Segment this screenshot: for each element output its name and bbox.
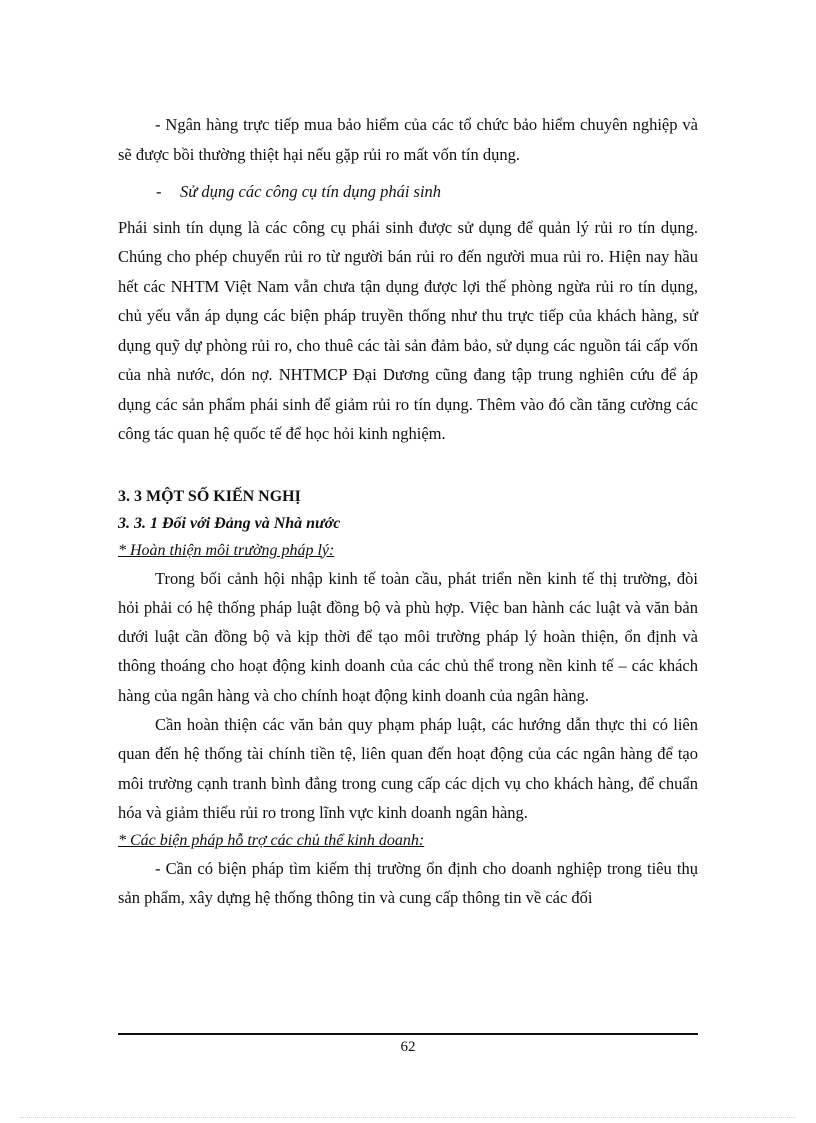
support-paragraphs bbox=[118, 854, 698, 913]
legal-paragraphs bbox=[118, 564, 698, 828]
page-number: 62 bbox=[400, 1039, 416, 1055]
paragraph-insurance: - Ngân hàng trực tiếp mua bảo hiểm của các tổ chức bảo hiểm chuyên nghiệp và sẽ được bồi thường thiệt hại nếu gặp rủi ro mất vốn tín dụng. bbox=[118, 115, 698, 164]
bullet-heading: Sử dụng các công cụ tín dụng phái sinh bbox=[180, 182, 442, 201]
heading-legal-environment: * Hoàn thiện môi trường pháp lý: bbox=[118, 541, 335, 559]
page-bottom-edge bbox=[20, 1117, 796, 1118]
footer-divider bbox=[118, 1033, 698, 1035]
bullet-dash: - bbox=[156, 182, 162, 201]
paragraph-market-support: - Cần có biện pháp tìm kiếm thị trường ổn định cho doanh nghiệp trong tiêu thụ sản phẩm, xây dựng hệ thống thông tin và cung cấp thông tin về các đối bbox=[118, 859, 698, 908]
paragraph-credit-derivatives: Phái sinh tín dụng là các công cụ phái sinh được sử dụng để quản lý rủi ro tín dụng. Chúng cho phép chuyển rủi ro từ người bán rủi ro đến người mua rủi ro. Hiện nay hầu hết các NHTM Việt Nam vẫn chưa tận dụng được lợi thế phòng ngừa rủi ro tín dụng, chủ yếu vẫn áp dụng các biện pháp truyền thống như thu trực tiếp của khách hàng, sử dụng quỹ dự phòng rủi ro, cho thuê các tài sản đảm bảo, sử dụng các nguồn tái cấp vốn của nhà nước, dón nợ. NHTMCP Đại Dương cũng đang tập trung nghiên cứu để áp dụng các sản phẩm phái sinh để giảm rủi ro tín dụng. Thêm vào đó cần tăng cường các công tác quan hệ quốc tế để học hỏi kinh nghiệm. bbox=[118, 217, 698, 443]
heading-business-support: * Các biện pháp hỗ trợ các chủ thể kinh doanh: bbox=[118, 832, 425, 850]
subsection-title: 3. 3. 1 Đối với Đảng và Nhà nước bbox=[118, 514, 341, 532]
body-text bbox=[118, 110, 698, 913]
paragraph-legal-context: Trong bối cảnh hội nhập kinh tế toàn cầu, phát triển nền kinh tế thị trường, đòi hỏi phải có hệ thống pháp luật đồng bộ và phù hợp. Việc ban hành các luật và văn bản dưới luật cần đồng bộ và kịp thời để tạo môi trường pháp lý hoàn thiện, ổn định và thông thoáng cho hoạt động kinh doanh của các chủ thể trong nền kinh tế – các khách hàng của ngân hàng và cho chính hoạt động kinh doanh của ngân hàng. bbox=[118, 568, 698, 705]
bullet-derivatives bbox=[118, 177, 698, 207]
section-title: 3. 3 MỘT SỐ KIẾN NGHỊ bbox=[118, 487, 301, 505]
paragraph-legal-documents: Cần hoàn thiện các văn bản quy phạm pháp luật, các hướng dẫn thực thi có liên quan đến hệ thống tài chính tiền tệ, liên quan đến hoạt động của các ngân hàng để tạo môi trường cạnh tranh bình đẳng trong cung cấp các dịch vụ cho khách hàng, để chuẩn hóa và giảm thiểu rủi ro trong lĩnh vực kinh doanh ngân hàng. bbox=[118, 714, 698, 822]
